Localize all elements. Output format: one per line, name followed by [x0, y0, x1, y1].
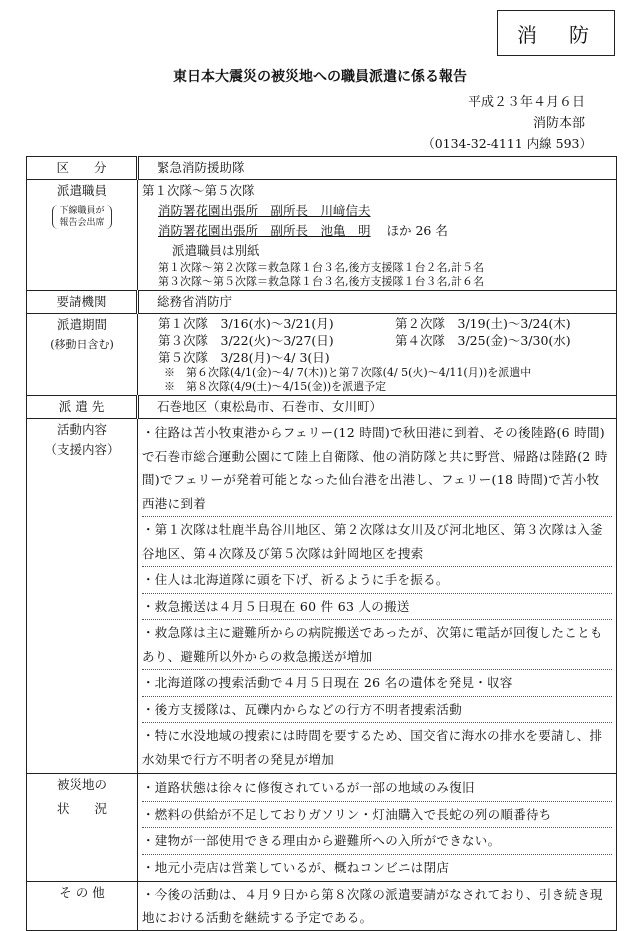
table-row: [27, 291, 617, 314]
label-katsudou: [27, 419, 138, 774]
staff-breakdown-1: 第１次隊～第２次隊＝救急隊１台３名,後方支援隊１台２名,計５名: [158, 261, 484, 274]
value-hakensaki: 石巻地区（東松島市、石巻市、女川町）: [138, 396, 617, 419]
label-text: 活動内容: [56, 422, 107, 437]
period-unit-3: 第３次隊 3/22(火)～3/27(日): [158, 333, 334, 348]
table-row: [27, 774, 617, 882]
label-text: 被災地の: [56, 777, 107, 792]
value-haken-shokuin: [138, 180, 617, 291]
staff-ikegame: 消防署花園出張所 副所長 池亀 明: [158, 223, 371, 238]
note-line: 下線職員が: [59, 206, 105, 216]
period-note-2: ※ 第８次隊(4/9(土)～4/15(金))を派遣予定: [164, 380, 387, 393]
table-row: [27, 157, 617, 180]
label-kubun: 区 分: [27, 157, 138, 180]
list-item: ・特に水没地域の捜索には時間を要するため、国交省に海水の排水を要請し、排水効果で行方不明者の発見が増加: [142, 728, 603, 767]
units-range: 第１次隊～第５次隊: [142, 183, 255, 198]
document-title: 東日本大震災の被災地への職員派遣に係る報告: [173, 69, 467, 85]
staff-kawasaki: 消防署花園出張所 副所長 川﨑信夫: [158, 203, 371, 218]
table-row: [27, 419, 617, 774]
list-item: ・往路は苫小牧東港からフェリー(12 時間)で秋田港に到着、その後陸路(6 時間)で石巻市総合運動公園にて陸上自衛隊、他の消防隊と共に野営、帰路は陸路(2 時間)でフェリーが発着可能となった仙台港を出港し、フェリー(18 時間)で苫小牧西港に到着: [142, 420, 612, 517]
period-unit-2: 第２次隊 3/19(土)～3/24(木): [395, 316, 571, 331]
staff-breakdown-2: 第３次隊～第５次隊＝救急隊１台３名,後方支援隊１台３名,計６名: [158, 275, 484, 288]
table-row: [27, 314, 617, 396]
value-hisaichi: [138, 774, 617, 882]
label-text: 派遣職員: [56, 183, 107, 198]
value-katsudou: [138, 419, 617, 774]
underline-note: [52, 205, 111, 229]
period-unit-1: 第１次隊 3/16(水)～3/21(月): [158, 316, 334, 331]
table-row: [27, 882, 617, 931]
value-sonota: ・今後の活動は、４月９日から第８次隊の派遣要請がなされており、引き続き現地における活動を継続する予定である。: [138, 882, 617, 931]
staff-others: ほか 26 名: [386, 223, 448, 238]
list-item: ・住人は北海道隊に頭を下げ、祈るように手を振る。: [142, 567, 612, 594]
period-unit-5: 第５次隊 3/28(月)～4/ 3(日): [158, 350, 330, 365]
period-note-1: ※ 第６次隊(4/1(金)～4/ 7(木))と第７次隊(4/ 5(火)～4/11(月))を派遣中: [164, 366, 532, 379]
label-subtext: (移動日含む): [50, 338, 114, 351]
issuing-department: 消防本部: [532, 116, 585, 131]
list-item: ・第１次隊は牡鹿半島谷川地区、第２次隊は女川及び河北地区、第３次隊は入釜谷地区、第４次隊及び第５次隊は針岡地区を捜索: [142, 517, 612, 567]
list-item: ・後方支援隊は、瓦礫内からなどの行方不明者捜索活動: [142, 697, 612, 724]
list-item: ・北海道隊の捜索活動で４月５日現在 26 名の遺体を発見・収容: [142, 670, 612, 697]
label-kikan: [27, 314, 138, 396]
label-subtext: （支援内容）: [44, 442, 120, 457]
report-table: [26, 156, 617, 931]
label-hisaichi: [27, 774, 138, 882]
label-text: 状 況: [56, 801, 107, 816]
value-kubun: 緊急消防援助隊: [138, 157, 617, 180]
label-haken-shokuin: [27, 180, 138, 291]
list-item: ・救急隊は主に避難所からの病院搬送であったが、次第に電話が回復したこともあり、避難所以外からの救急搬送が増加: [142, 620, 612, 670]
list-item: ・道路状態は徐々に修復されているが一部の地域のみ復旧: [142, 775, 612, 802]
staff-ikegame-row: [142, 221, 612, 241]
list-item: ・燃料の供給が不足しておりガソリン・灯油購入で長蛇の列の順番待ち: [142, 802, 612, 829]
label-text: 派遣期間: [56, 317, 107, 332]
value-yousei: 総務省消防庁: [138, 291, 617, 314]
contact-phone: （0134-32-4111 内線 593）: [422, 136, 592, 151]
list-item: ・地元小売店は営業しているが、概ねコンビニは閉店: [142, 859, 450, 875]
table-row: [27, 396, 617, 419]
label-sonota: そ の 他: [27, 882, 138, 931]
table-row: [27, 180, 617, 291]
period-unit-4: 第４次隊 3/25(金)～3/30(水): [395, 333, 571, 348]
note-line: 報告会出席: [59, 218, 105, 228]
list-item: ・建物が一部使用できる理由から避難所への入所ができない。: [142, 828, 612, 855]
label-hakensaki: 派 遣 先: [27, 396, 138, 419]
period-grid: [142, 315, 612, 366]
label-yousei: 要請機関: [27, 291, 138, 314]
value-kikan: [138, 314, 617, 396]
staff-list-note: 派遣職員は別紙: [172, 243, 260, 258]
list-item: ・救急搬送は４月５日現在 60 件 63 人の搬送: [142, 594, 612, 621]
department-stamp: 消 防: [497, 10, 615, 56]
report-date: 平成２３年４月６日: [467, 95, 585, 110]
